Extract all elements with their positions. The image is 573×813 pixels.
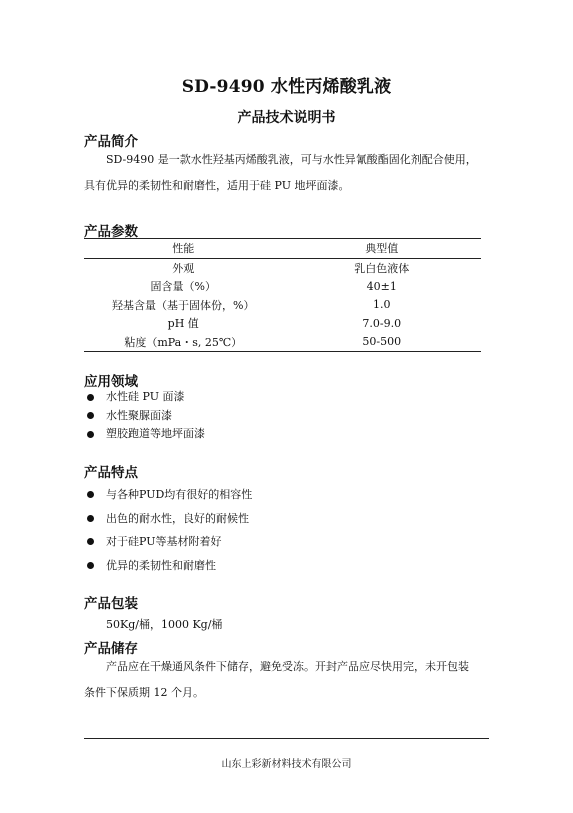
table-cell: 乳白色液体 [354, 261, 410, 275]
params-heading: 产品参数 [84, 224, 138, 240]
intro-line-1: SD-9490 是一款水性羟基丙烯酸乳液，可与水性异氰酸酯固化剂配合使用， [106, 153, 477, 166]
table-header-row [84, 239, 481, 259]
intro-paragraph [84, 147, 494, 199]
footer-company: 山东上彩新材料技术有限公司 [221, 759, 352, 770]
table-cell: 40±1 [366, 279, 397, 293]
applications-heading: 应用领域 [84, 374, 138, 390]
table-row [84, 277, 481, 296]
applications-list [84, 388, 205, 444]
footer-divider [84, 738, 489, 739]
bullet-icon [87, 491, 94, 498]
document-title: SD-9490 水性丙烯酸乳液 [181, 77, 392, 97]
list-item: 与各种PUD均有很好的相容性 [84, 483, 252, 507]
storage-paragraph [84, 654, 494, 706]
table-row [84, 258, 481, 277]
storage-heading: 产品储存 [84, 641, 138, 657]
table-row [84, 296, 481, 315]
features-heading: 产品特点 [84, 465, 138, 481]
bullet-icon [87, 562, 94, 569]
table-cell: 固含量（%） [150, 280, 216, 294]
table-cell: 7.0-9.0 [362, 316, 402, 330]
table-cell: 粘度（mPa・s, 25℃） [84, 333, 283, 352]
table-cell: 1.0 [373, 298, 391, 312]
bullet-icon [87, 515, 94, 522]
packaging-text: 50Kg/桶，1000 Kg/桶 [106, 618, 223, 631]
bullet-icon [87, 538, 94, 545]
column-header: 性能 [84, 239, 283, 259]
params-table [84, 238, 481, 352]
column-header: 典型值 [283, 239, 482, 259]
list-item: 塑胶跑道等地坪面漆 [84, 425, 205, 444]
table-cell: 外观 [172, 261, 195, 275]
document-subtitle: 产品技术说明书 [237, 110, 336, 126]
storage-line-2: 条件下保质期 12 个月。 [84, 686, 204, 699]
bullet-icon [87, 431, 94, 438]
table-row [84, 314, 481, 333]
table-cell: pH 值 [167, 317, 199, 331]
features-list [84, 483, 252, 577]
packaging-heading: 产品包装 [84, 596, 138, 612]
bullet-icon [87, 394, 94, 401]
table-cell: 50-500 [283, 333, 482, 352]
storage-line-1: 产品应在干燥通风条件下储存，避免受冻。开封产品应尽快用完，未开包装 [106, 660, 469, 673]
intro-heading: 产品简介 [84, 134, 138, 150]
list-item: 水性硅 PU 面漆 [84, 388, 205, 407]
intro-line-2: 具有优异的柔韧性和耐磨性，适用于硅 PU 地坪面漆。 [84, 179, 350, 192]
list-item: 对于硅PU等基材附着好 [84, 530, 252, 554]
list-item: 水性聚脲面漆 [84, 407, 205, 426]
bullet-icon [87, 412, 94, 419]
table-cell: 羟基含量（基于固体份，%） [112, 298, 255, 312]
table-row [84, 333, 481, 352]
list-item: 出色的耐水性，良好的耐候性 [84, 507, 252, 531]
list-item: 优异的柔韧性和耐磨性 [84, 554, 252, 578]
